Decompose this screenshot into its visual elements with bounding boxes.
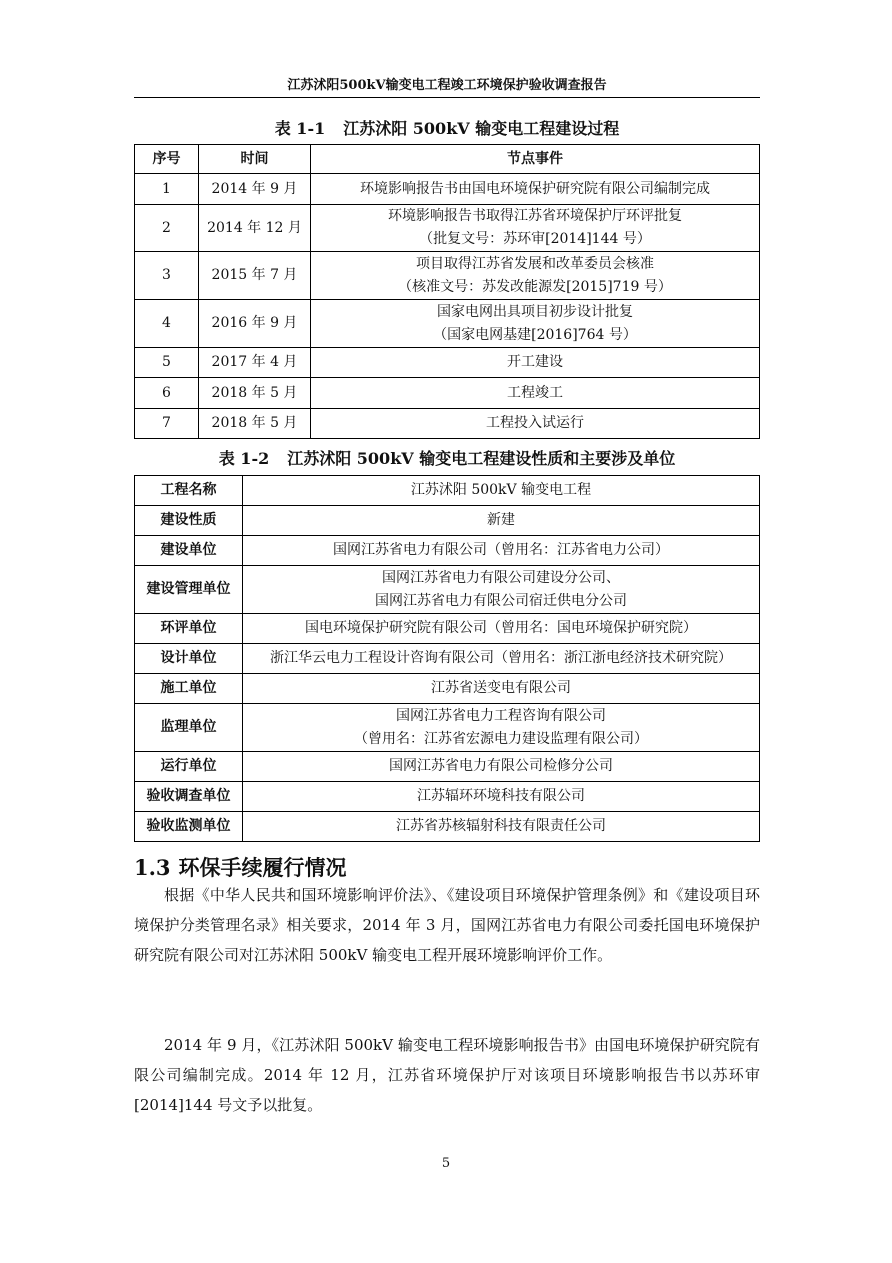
row-value — [243, 476, 760, 506]
table-row — [135, 348, 760, 378]
row-label: 监理单位 — [135, 704, 243, 752]
row-no: 4 — [135, 300, 199, 348]
body-paragraph: 根据《中华人民共和国环境影响评价法》、《建设项目环境保护管理条例》和《建设项目环境保护分类管理名录》相关要求，2014 年 3 月，国网江苏省电力有限公司委托国电环境保护研究院有限公司对江苏沭阳 500kV 输变电工程开展环境影响评价工作。 — [134, 886, 760, 964]
table-row — [135, 644, 760, 674]
row-time: 2015 年 7 月 — [199, 252, 311, 300]
row-no: 2 — [135, 205, 199, 252]
row-value — [243, 782, 760, 812]
row-value — [243, 644, 760, 674]
table-row — [135, 205, 760, 252]
value-line: 国网江苏省电力有限公司建设分公司、 — [382, 569, 620, 586]
event-line: 开工建设 — [507, 354, 563, 370]
table-1-1-title — [134, 116, 760, 139]
value-line: 江苏省苏核辐射科技有限责任公司 — [396, 818, 606, 834]
table-header-row — [135, 145, 760, 174]
table-1-2-number: 表 1-2 — [218, 449, 270, 468]
row-value — [243, 506, 760, 536]
value-line: 浙江华云电力工程设计咨询有限公司（曾用名：浙江浙电经济技术研究院） — [270, 650, 732, 666]
section-number: 1.3 — [134, 855, 171, 880]
row-value — [243, 752, 760, 782]
row-event — [311, 409, 760, 439]
value-line: 国电环境保护研究院有限公司（曾用名：国电环境保护研究院） — [305, 620, 697, 636]
row-label: 运行单位 — [135, 752, 243, 782]
section-title: 环保手续履行情况 — [178, 855, 347, 880]
table-row — [135, 752, 760, 782]
body-paragraph: 2014 年 9 月，《江苏沭阳 500kV 输变电工程环境影响报告书》由国电环境保护研究院有限公司编制完成。2014 年 12 月，江苏省环境保护厅对该项目环境影响报告书以苏环审[2014]144 号文予以批复。 — [134, 1036, 760, 1114]
table-row — [135, 174, 760, 205]
row-no: 5 — [135, 348, 199, 378]
row-time: 2018 年 5 月 — [199, 409, 311, 439]
table-row — [135, 536, 760, 566]
value-line: 江苏沭阳 500kV 输变电工程 — [410, 482, 592, 498]
row-label: 建设性质 — [135, 506, 243, 536]
row-event — [311, 348, 760, 378]
row-value — [243, 536, 760, 566]
event-line: 工程竣工 — [507, 384, 563, 401]
row-label: 验收调查单位 — [135, 782, 243, 812]
event-line: （国家电网基建[2016]764 号） — [433, 326, 637, 343]
event-line: 环境影响报告书取得江苏省环境保护厅环评批复 — [388, 208, 682, 224]
table-row — [135, 812, 760, 842]
table-row — [135, 252, 760, 300]
event-line: 国家电网出具项目初步设计批复 — [437, 303, 633, 320]
value-line: 江苏省送变电有限公司 — [431, 680, 571, 696]
event-line: （核准文号：苏发改能源发[2015]719 号） — [398, 278, 672, 295]
header-no: 序号 — [135, 145, 199, 174]
row-time: 2014 年 12 月 — [199, 205, 311, 252]
table-row — [135, 614, 760, 644]
row-label: 施工单位 — [135, 674, 243, 704]
row-label: 工程名称 — [135, 476, 243, 506]
row-no: 1 — [135, 174, 199, 205]
value-line: （曾用名：江苏省宏源电力建设监理有限公司） — [354, 730, 648, 747]
row-event — [311, 252, 760, 300]
row-label: 验收监测单位 — [135, 812, 243, 842]
row-no: 6 — [135, 378, 199, 409]
value-line: 江苏辐环环境科技有限公司 — [417, 788, 585, 804]
row-event — [311, 174, 760, 205]
header-event: 节点事件 — [311, 145, 760, 174]
table-1-2-caption: 江苏沭阳 500kV 输变电工程建设性质和主要涉及单位 — [287, 449, 676, 468]
row-time: 2014 年 9 月 — [199, 174, 311, 205]
row-event — [311, 300, 760, 348]
row-event — [311, 378, 760, 409]
row-value — [243, 704, 760, 752]
table-row — [135, 782, 760, 812]
row-label: 建设单位 — [135, 536, 243, 566]
construction-process-table — [134, 144, 760, 439]
table-row — [135, 674, 760, 704]
row-time: 2016 年 9 月 — [199, 300, 311, 348]
row-label: 环评单位 — [135, 614, 243, 644]
row-value — [243, 566, 760, 614]
table-row — [135, 378, 760, 409]
row-value — [243, 614, 760, 644]
table-row — [135, 704, 760, 752]
event-line: 工程投入试运行 — [486, 415, 584, 431]
row-no: 7 — [135, 409, 199, 439]
row-value — [243, 812, 760, 842]
table-row — [135, 476, 760, 506]
value-line: 国网江苏省电力有限公司（曾用名：江苏省电力公司） — [333, 542, 669, 558]
table-row — [135, 506, 760, 536]
section-heading — [134, 852, 347, 882]
page-number: 5 — [441, 1156, 451, 1171]
value-line: 国网江苏省电力工程咨询有限公司 — [396, 707, 606, 724]
event-line: （批复文号：苏环审[2014]144 号） — [419, 231, 651, 247]
event-line: 环境影响报告书由国电环境保护研究院有限公司编制完成 — [360, 180, 710, 197]
row-label: 设计单位 — [135, 644, 243, 674]
value-line: 国网江苏省电力有限公司宿迁供电分公司 — [375, 592, 627, 609]
value-line: 国网江苏省电力有限公司检修分公司 — [389, 758, 613, 774]
row-time: 2018 年 5 月 — [199, 378, 311, 409]
header-time: 时间 — [199, 145, 311, 174]
value-line: 新建 — [487, 512, 515, 528]
page-header: 江苏沭阳500kV输变电工程竣工环境保护验收调查报告 — [134, 74, 760, 98]
project-units-table — [134, 475, 760, 842]
table-row — [135, 300, 760, 348]
table-row — [135, 566, 760, 614]
row-time: 2017 年 4 月 — [199, 348, 311, 378]
table-1-2-title — [134, 446, 760, 469]
row-label: 建设管理单位 — [135, 566, 243, 614]
row-value — [243, 674, 760, 704]
row-no: 3 — [135, 252, 199, 300]
table-row — [135, 409, 760, 439]
row-event — [311, 205, 760, 252]
table-1-1-number: 表 1-1 — [274, 119, 326, 138]
event-line: 项目取得江苏省发展和改革委员会核准 — [416, 255, 654, 272]
table-1-1-caption: 江苏沭阳 500kV 输变电工程建设过程 — [343, 119, 620, 138]
